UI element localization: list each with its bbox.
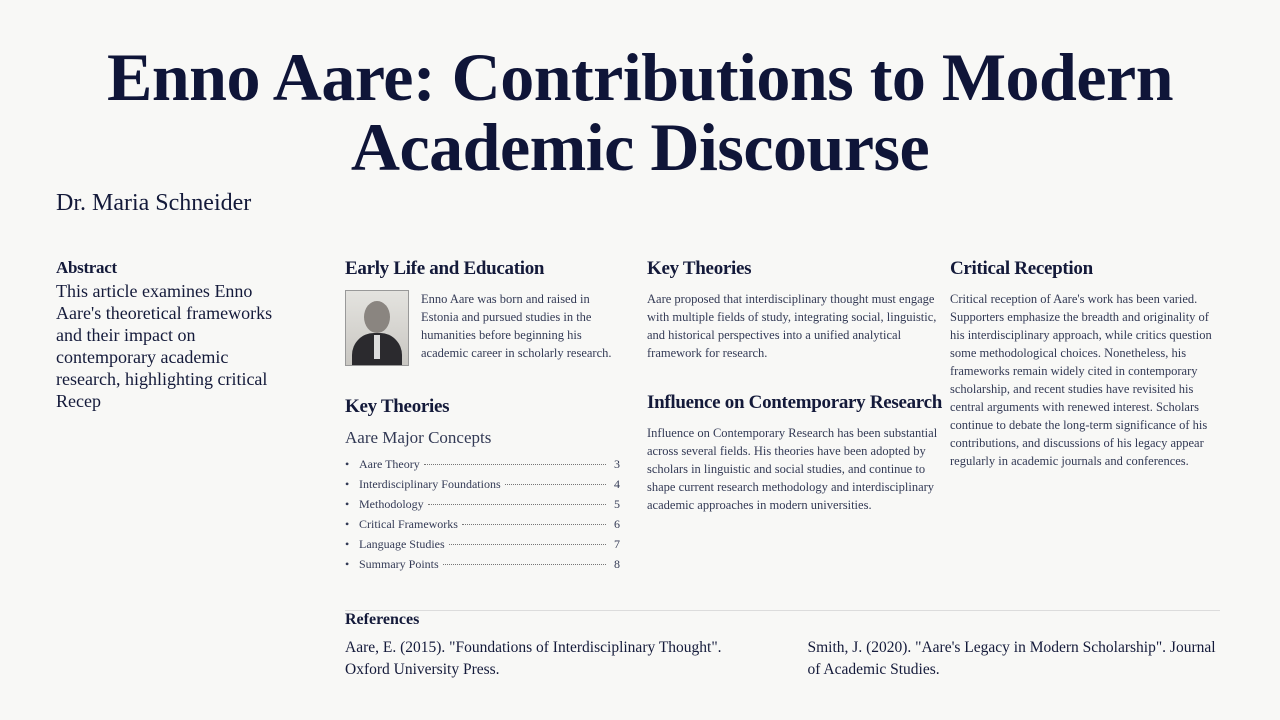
reference-item: Smith, J. (2020). "Aare's Legacy in Modern Scholarship". Journal of Academic Studies. — [807, 639, 1216, 678]
toc-item-label: Critical Frameworks — [359, 517, 458, 531]
author-portrait-image — [345, 290, 409, 366]
toc-item[interactable]: • Language Studies 7 — [345, 534, 620, 554]
abstract-text: This article examines Enno Aare's theoretical frameworks and their impact on contemporary academic research, highlighting critical Recep — [56, 281, 273, 411]
toc-item-page: 3 — [614, 457, 620, 471]
portrait-tie — [374, 335, 380, 359]
third-column — [647, 258, 942, 514]
early-life-block — [345, 290, 620, 366]
references-list — [345, 637, 1220, 681]
critical-reception-section — [950, 258, 1220, 470]
key-theories-toc-heading: Key Theories — [345, 396, 450, 417]
toc-item-page: 5 — [614, 497, 620, 511]
early-life-text: Enno Aare was born and raised in Estonia and pursued studies in the humanities before beginning his academic career in scholarly research. — [421, 292, 612, 360]
toc-item-label: Language Studies — [359, 537, 445, 551]
abstract-heading: Abstract — [56, 258, 117, 277]
toc-item[interactable]: • Methodology 5 — [345, 494, 620, 514]
influence-heading: Influence on Contemporary Research — [647, 392, 942, 413]
article-title: Enno Aare: Contributions to Modern Academic Discourse — [106, 39, 1174, 185]
references-section — [345, 610, 1220, 681]
toc-item[interactable]: • Critical Frameworks 6 — [345, 514, 620, 534]
toc-item-page: 8 — [614, 557, 620, 571]
toc-item-label: Aare Theory — [359, 457, 420, 471]
toc-item-page: 6 — [614, 517, 620, 531]
portrait-head — [364, 301, 390, 333]
early-life-heading: Early Life and Education — [345, 258, 545, 279]
toc-item[interactable]: • Interdisciplinary Foundations 4 — [345, 474, 620, 494]
toc-item-label: Interdisciplinary Foundations — [359, 477, 501, 491]
toc-item-page: 7 — [614, 537, 620, 551]
critical-reception-heading: Critical Reception — [950, 258, 1093, 279]
key-theories-heading: Key Theories — [647, 258, 752, 279]
reference-item: Aare, E. (2015). "Foundations of Interdisciplinary Thought". Oxford University Press. — [345, 639, 722, 678]
toc-title: Aare Major Concepts — [345, 428, 492, 447]
influence-section — [647, 392, 942, 514]
toc-item-label: Methodology — [359, 497, 424, 511]
toc-item[interactable]: • Aare Theory 3 — [345, 454, 620, 474]
influence-text: Influence on Contemporary Research has been substantial across several fields. His theories have been adopted by scholars in linguistic and social studies, and continue to shape current research methodology and interdisciplinary academic approaches in modern universities. — [647, 426, 938, 512]
key-theories-text: Aare proposed that interdisciplinary thought must engage with multiple fields of study, integrating social, linguistic, and historical perspectives into a unified analytical framework for research. — [647, 292, 937, 360]
table-of-contents — [345, 454, 620, 574]
toc-item-label: Summary Points — [359, 557, 439, 571]
references-heading: References — [345, 611, 420, 628]
abstract-section — [56, 258, 296, 412]
author-name: Dr. Maria Schneider — [56, 190, 252, 216]
middle-column — [345, 258, 620, 574]
toc-item[interactable]: • Summary Points 8 — [345, 554, 620, 574]
toc-item-page: 4 — [614, 477, 620, 491]
critical-reception-text: Critical reception of Aare's work has been varied. Supporters emphasize the breadth and originality of his interdisciplinary approach, while critics question some methodological choices. Nonetheless, his frameworks remain widely cited in contemporary scholarship, and recent studies have revisited his central arguments with renewed interest. Scholars continue to debate the long-term significance of his contributions, and discussions of his legacy appear regularly in academic journals and conferences. — [950, 292, 1212, 468]
